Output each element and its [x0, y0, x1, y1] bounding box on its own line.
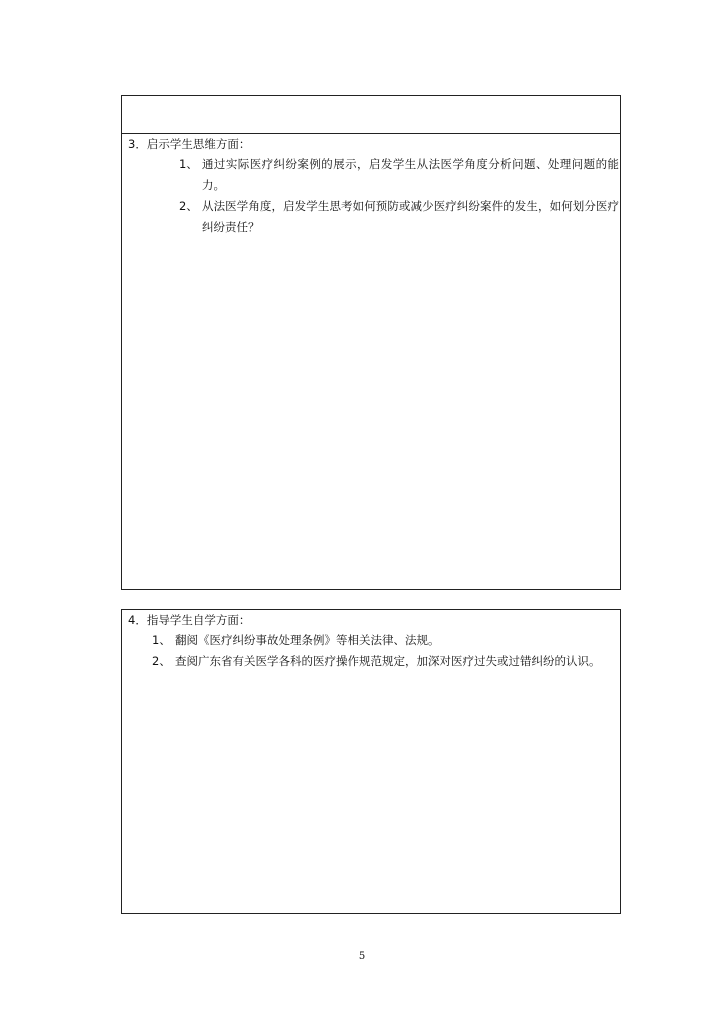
section-3-item-2: [179, 196, 619, 238]
item-number: 1、: [179, 157, 198, 171]
item-number: 2、: [152, 654, 171, 668]
section-3-box: [121, 95, 621, 590]
item-text: 翻阅《医疗纠纷事故处理条例》等相关法律、法规。: [175, 633, 440, 647]
section-4-item-2: [152, 651, 619, 672]
page-number: 5: [358, 951, 366, 962]
section-3-item-1: [179, 154, 619, 196]
item-number: 1、: [152, 633, 171, 647]
section-4-box: [121, 609, 621, 914]
empty-header-row: [122, 96, 620, 134]
section-3-title: 3．启示学生思维方面：: [128, 137, 251, 151]
section-4-title: 4．指导学生自学方面：: [128, 613, 251, 627]
item-text: 通过实际医疗纠纷案例的展示，启发学生从法医学角度分析问题、处理问题的能力。: [202, 157, 619, 192]
item-text: 查阅广东省有关医学各科的医疗操作规范规定，加深对医疗过失或过错纠纷的认识。: [175, 654, 601, 668]
item-number: 2、: [179, 199, 198, 213]
section-4-item-1: [152, 630, 619, 651]
item-text: 从法医学角度，启发学生思考如何预防或减少医疗纠纷案件的发生，如何划分医疗纠纷责任？: [202, 199, 619, 234]
